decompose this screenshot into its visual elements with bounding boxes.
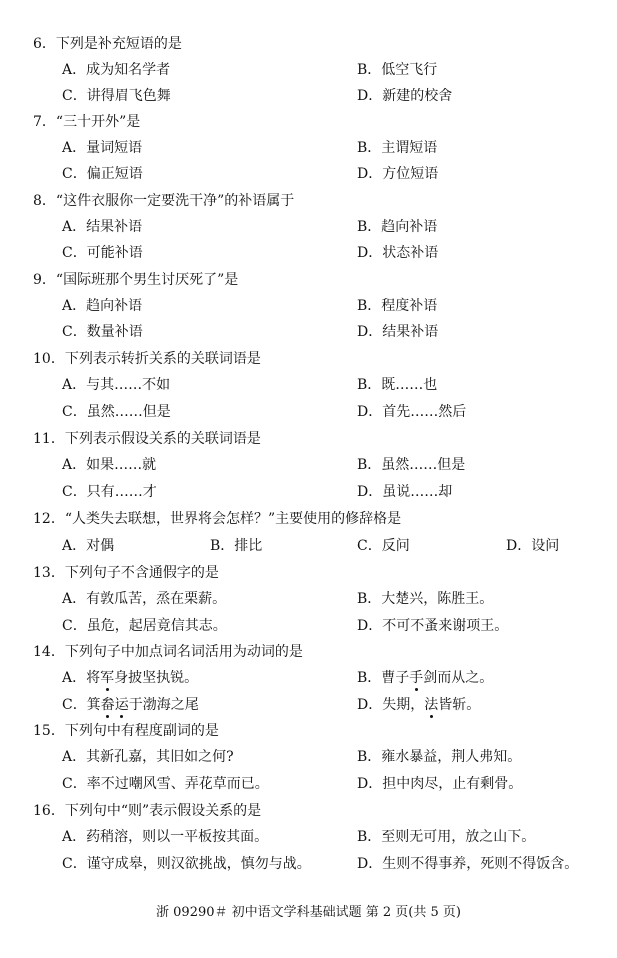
question-8-option-a: A．结果补语 xyxy=(62,219,143,235)
question-11-option-a: A．如果……就 xyxy=(62,457,157,473)
question-8-option-b: B．趋向补语 xyxy=(357,219,438,235)
question-9-option-b: B．程度补语 xyxy=(357,298,438,314)
question-10-option-a: A．与其……不如 xyxy=(62,377,171,393)
emphasis-dot-char: 法 xyxy=(424,697,439,713)
question-16-option-c: C．谨守成皋，则汉欲挑战，慎勿与战。 xyxy=(62,856,311,872)
question-6-option-b: B．低空飞行 xyxy=(357,62,438,78)
question-10-option-b: B．既……也 xyxy=(357,377,438,393)
question-6-option-c: C．讲得眉飞色舞 xyxy=(62,88,171,104)
question-12-option-d: D．设问 xyxy=(506,538,560,554)
question-14-option-b: B．曹子手剑而从之。 xyxy=(357,670,494,686)
question-11-option-b: B．虽然……但是 xyxy=(357,457,466,473)
question-15-stem: 15．下列句中有程度副词的是 xyxy=(33,723,219,739)
emphasis-dot-char: 军 xyxy=(100,670,115,686)
question-16-stem: 16．下列句中“则”表示假设关系的是 xyxy=(33,803,262,819)
question-9-option-a: A．趋向补语 xyxy=(62,298,143,314)
question-13-option-a: A．有敦瓜苦，烝在栗薪。 xyxy=(62,591,227,607)
question-14-option-c: C．箕畚运于渤海之尾 xyxy=(62,697,199,713)
question-8-option-c: C．可能补语 xyxy=(62,245,143,261)
question-9-option-d: D．结果补语 xyxy=(357,324,439,340)
question-14-option-a: A．将军身披坚执锐。 xyxy=(62,670,199,686)
question-15-option-c: C．率不过嘲风雪、弄花草而已。 xyxy=(62,776,269,792)
question-10-option-c: C．虽然……但是 xyxy=(62,404,171,420)
question-7-option-c: C．偏正短语 xyxy=(62,166,143,182)
question-13-stem: 13．下列句子不含通假字的是 xyxy=(33,565,219,581)
question-13-option-b: B．大楚兴，陈胜王。 xyxy=(357,591,494,607)
emphasis-dot-char: 畚 xyxy=(100,697,115,713)
question-15-option-d: D．担中肉尽，止有剩骨。 xyxy=(357,776,523,792)
question-6-stem: 6．下列是补充短语的是 xyxy=(33,36,182,52)
question-15-option-b: B．雍水暴益，荆人弗知。 xyxy=(357,749,522,765)
question-10-stem: 10．下列表示转折关系的关联词语是 xyxy=(33,351,261,367)
question-15-option-a: A．其新孔嘉，其旧如之何? xyxy=(62,749,234,765)
question-7-option-b: B．主谓短语 xyxy=(357,140,438,156)
question-12-option-c: C．反问 xyxy=(357,538,410,554)
question-12-option-a: A．对偶 xyxy=(62,538,115,554)
question-7-option-a: A．量词短语 xyxy=(62,140,143,156)
question-11-option-c: C．只有……才 xyxy=(62,484,157,500)
question-12-option-b: B．排比 xyxy=(210,538,263,554)
question-6-option-d: D．新建的校舍 xyxy=(357,88,453,104)
question-16-option-d: D．生则不得事养，死则不得饭含。 xyxy=(357,856,579,872)
question-8-stem: 8．“这件衣服你一定要洗干净”的补语属于 xyxy=(33,193,295,209)
question-14-option-d: D．失期，法皆斩。 xyxy=(357,697,481,713)
question-16-option-b: B．至则无可用，放之山下。 xyxy=(357,829,536,845)
question-12-stem: 12．“人类失去联想，世界将会怎样？”主要使用的修辞格是 xyxy=(33,511,402,527)
question-13-option-d: D．不可不蚤来谢项王。 xyxy=(357,618,509,634)
question-9-stem: 9．“国际班那个男生讨厌死了”是 xyxy=(33,272,239,288)
page-footer: 浙 09290＃ 初中语文学科基础试题 第 2 页(共 5 页) xyxy=(156,905,461,920)
question-11-option-d: D．虽说……却 xyxy=(357,484,453,500)
question-6-option-a: A．成为知名学者 xyxy=(62,62,171,78)
question-16-option-a: A．药稍溶，则以一平板按其面。 xyxy=(62,829,269,845)
question-14-stem: 14．下列句子中加点词名词活用为动词的是 xyxy=(33,644,303,660)
question-8-option-d: D．状态补语 xyxy=(357,245,439,261)
question-13-option-c: C．虽危，起居竟信其志。 xyxy=(62,618,227,634)
question-11-stem: 11．下列表示假设关系的关联词语是 xyxy=(33,431,261,447)
emphasis-dot-char: 运 xyxy=(114,697,129,713)
question-9-option-c: C．数量补语 xyxy=(62,324,143,340)
question-7-option-d: D．方位短语 xyxy=(357,166,439,182)
question-7-stem: 7．“三十开外”是 xyxy=(33,114,141,130)
emphasis-dot-char: 手 xyxy=(409,670,424,686)
question-10-option-d: D．首先……然后 xyxy=(357,404,467,420)
